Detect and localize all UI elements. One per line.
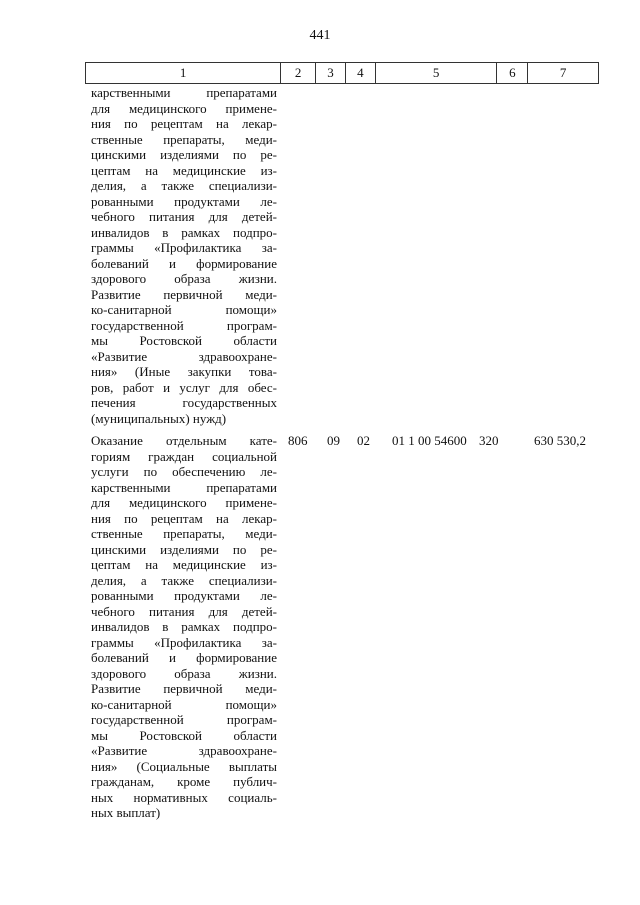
row1-line: делия, а также специализи- bbox=[91, 178, 277, 193]
row2-line: цептам на медицинские из- bbox=[91, 557, 277, 572]
row2-line: цинскими изделиями по ре- bbox=[91, 541, 277, 557]
header-col-2: 2 bbox=[281, 63, 316, 83]
row1-description bbox=[91, 85, 277, 426]
row2-line: гориям граждан социальной bbox=[91, 448, 277, 464]
row1-line: ственные препараты, меди- bbox=[91, 131, 277, 147]
table-header-row bbox=[85, 62, 599, 84]
row1-line: цептам на медицинские из- bbox=[91, 162, 277, 178]
row2-line: граммы «Профилактика за- bbox=[91, 634, 277, 650]
row2-line: ния» (Социальные выплаты bbox=[91, 758, 277, 774]
row1-line: ко-санитарной помощи» bbox=[91, 302, 277, 317]
row2-line: Оказание отдельным кате- bbox=[91, 433, 277, 448]
row2-line: «Развитие здравоохране- bbox=[91, 743, 277, 758]
row1-line: цинскими изделиями по ре- bbox=[91, 147, 277, 162]
row2-description bbox=[91, 433, 277, 821]
row2-line: государственной програм- bbox=[91, 712, 277, 727]
row1-line: чебного питания для детей- bbox=[91, 209, 277, 224]
row2-line: гражданам, кроме публич- bbox=[91, 774, 277, 789]
row2-line: чебного питания для детей- bbox=[91, 603, 277, 619]
header-col-4: 4 bbox=[346, 63, 376, 83]
row1-line: ния по рецептам на лекар- bbox=[91, 116, 277, 131]
row1-line: ров, работ и услуг для обес- bbox=[91, 379, 277, 395]
row2-line: для медицинского примене- bbox=[91, 495, 277, 510]
row1-line: карственными препаратами bbox=[91, 85, 277, 100]
row2-col6-value: 320 bbox=[479, 433, 499, 448]
row2-col3-value: 09 bbox=[327, 433, 340, 448]
row1-line: «Развитие здравоохране- bbox=[91, 348, 277, 364]
header-col-7: 7 bbox=[559, 65, 567, 80]
row2-line: услуги по обеспечению ле- bbox=[91, 464, 277, 479]
row1-line: рованными продуктами ле- bbox=[91, 193, 277, 209]
row2-line: карственными препаратами bbox=[91, 479, 277, 495]
row1-line: граммы «Профилактика за- bbox=[91, 240, 277, 255]
row1-line: инвалидов в рамках подпро- bbox=[91, 224, 277, 240]
row2-line: ко-санитарной помощи» bbox=[91, 696, 277, 712]
row2-line: ных выплат) bbox=[91, 805, 161, 820]
row1-line: ния» (Иные закупки това- bbox=[91, 364, 277, 379]
row2-line: мы Ростовской области bbox=[91, 727, 277, 743]
header-col-1: 1 bbox=[86, 63, 281, 83]
row2-line: рованными продуктами ле- bbox=[91, 588, 277, 603]
row1-line: болеваний и формирование bbox=[91, 255, 277, 271]
row1-line: Развитие первичной меди- bbox=[91, 286, 277, 302]
row1-line: здорового образа жизни. bbox=[91, 271, 277, 286]
row1-line: (муниципальных) нужд) bbox=[91, 410, 227, 426]
header-col-5: 5 bbox=[376, 63, 498, 83]
row2-col4-value: 02 bbox=[357, 433, 370, 448]
row1-line: печения государственных bbox=[91, 395, 277, 410]
row2-line: ных нормативных социаль- bbox=[91, 789, 277, 805]
row1-line: государственной програм- bbox=[91, 317, 277, 333]
row2-line: здорового образа жизни. bbox=[91, 665, 277, 681]
row2-line: инвалидов в рамках подпро- bbox=[91, 619, 277, 634]
row2-line: ния по рецептам на лекар- bbox=[91, 510, 277, 526]
row1-line: мы Ростовской области bbox=[91, 333, 277, 348]
row2-col7-value: 630 530,2 bbox=[534, 433, 586, 448]
row2-col2-value: 806 bbox=[288, 433, 308, 448]
header-col-6: 6 bbox=[497, 63, 528, 83]
row2-col5-value: 01 1 00 54600 bbox=[392, 433, 467, 448]
row2-line: болеваний и формирование bbox=[91, 650, 277, 665]
header-col-3: 3 bbox=[316, 63, 346, 83]
row2-line: делия, а также специализи- bbox=[91, 572, 277, 588]
page-number: 441 bbox=[309, 28, 331, 43]
row2-line: Развитие первичной меди- bbox=[91, 681, 277, 696]
row2-line: ственные препараты, меди- bbox=[91, 526, 277, 541]
row1-line: для медицинского примене- bbox=[91, 100, 277, 116]
